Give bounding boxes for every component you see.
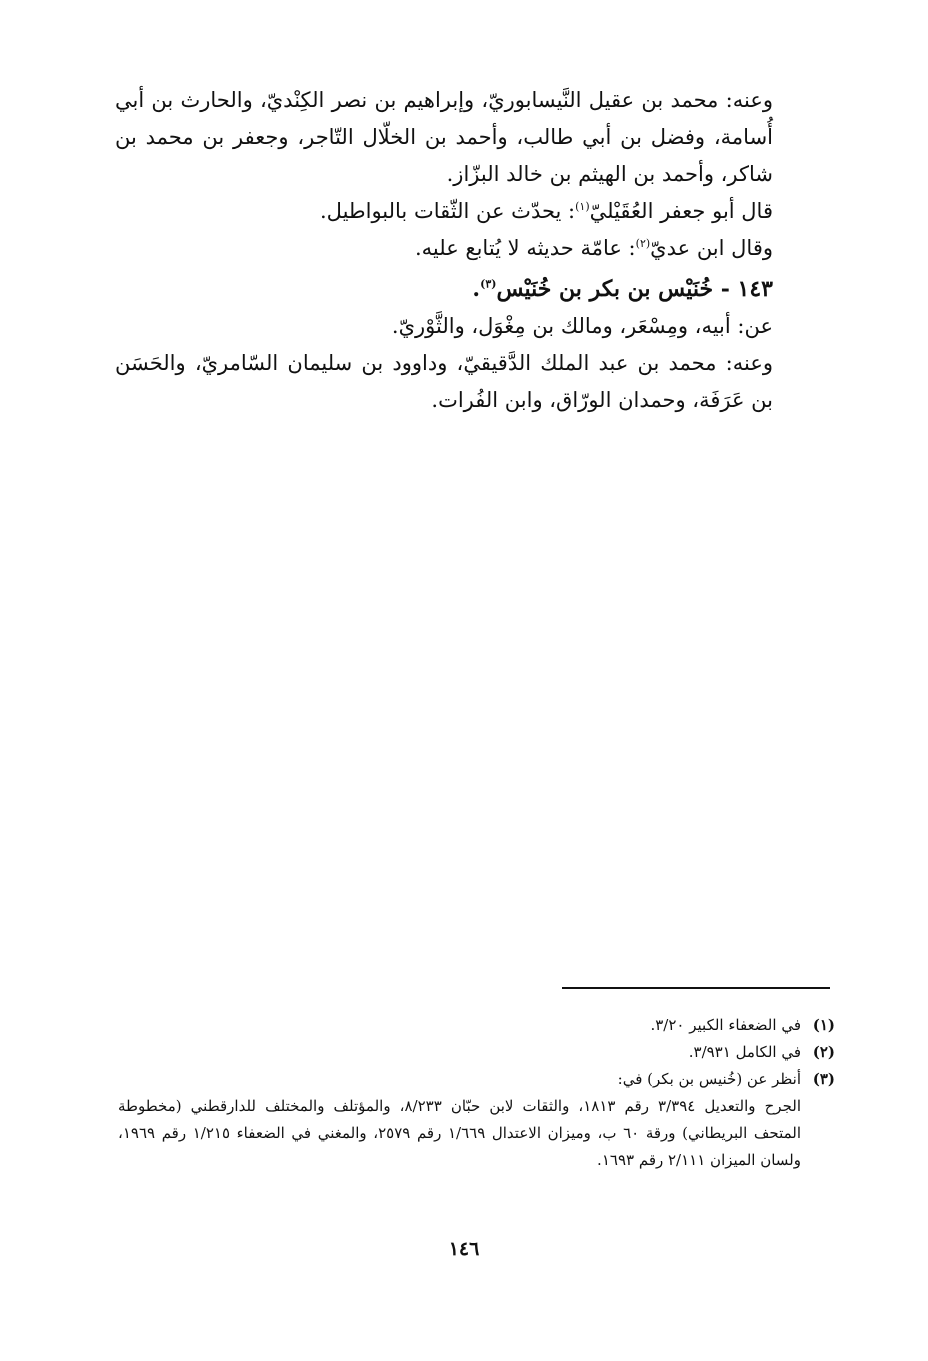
footnote-1 (118, 1012, 835, 1039)
footnote-text: في الكامل ٣/٩٣١. (688, 1043, 801, 1061)
footnote-3-continuation: الجرح والتعديل ٣/٣٩٤ رقم ١٨١٣، والثقات لابن حبّان ٨/٢٣٣، والمؤتلف والمختلف للدارقطني (مخطوطة المتحف البريطاني) ورقة ٦٠ ب، وميزان الاعتدال ١/٦٦٩ رقم ٢٥٧٩، والمغني في الضعفاء ١/٢١٥ رقم ١٩٦٩، ولسان الميزان ٢/١١١ رقم ١٦٩٣. (118, 1097, 802, 1169)
paragraph-text: عن: أبيه، ومِسْعَر، ومالك بن مِغْوَل، والثَّوْريّ. (391, 314, 773, 338)
footnote-divider (562, 987, 830, 989)
paragraph-text: وعنه: محمد بن عقيل النَّيسابوريّ، وإبراهيم بن نصر الكِنْديّ، والحارث بن أبي أُسامة، وفضل بن أبي طالب، وأحمد بن الخلّال التّاجر، وجعفر بن محمد بن شاكر، وأحمد بن الهيثم بن خالد البزّاز. (115, 88, 773, 186)
footnote-number: (٣) (812, 1070, 835, 1088)
main-text-block (115, 82, 835, 419)
paragraph-text-after: : عامّة حديثه لا يُتابع عليه. (414, 236, 636, 260)
footnote-ref-3[interactable]: (٣) (480, 277, 497, 291)
footnote-2 (118, 1039, 835, 1066)
paragraph-uqayli-quote (115, 193, 835, 230)
paragraph-text-before: وقال ابن عديّ (650, 236, 773, 260)
paragraph-narrated-by (115, 345, 835, 419)
entry-heading-end: . (472, 276, 481, 302)
footnote-3 (118, 1066, 835, 1093)
entry-heading-text: ١٤٣ - خُنَيْس بن بكر بن خُنَيْس (496, 276, 773, 302)
paragraph-transmitters-from (115, 82, 835, 193)
paragraph-text-after: : يحدّث عن الثّقات بالبواطيل. (319, 199, 576, 223)
paragraph-ibn-adi-quote (115, 230, 835, 267)
footnote-text: أنظر عن (خُنيس بن بكر) في: (617, 1070, 801, 1088)
entry-heading-143 (115, 271, 835, 308)
footnotes-block (118, 1012, 835, 1174)
footnote-text: في الضعفاء الكبير ٣/٢٠. (650, 1016, 801, 1034)
footnote-ref-2[interactable]: (٢) (635, 237, 651, 250)
footnote-number: (١) (812, 1016, 835, 1034)
page-number: ١٤٦ (448, 1238, 480, 1260)
paragraph-text: وعنه: محمد بن عبد الملك الدَّقيقيّ، وداوود بن سليمان السّامريّ، والحَسَن بن عَرَفَة، وحمدان الورّاق، وابن الفُرات. (115, 351, 773, 412)
footnote-ref-1[interactable]: (١) (575, 200, 590, 213)
paragraph-text-before: قال أبو جعفر العُقَيْليّ (589, 199, 773, 223)
footnote-number: (٢) (812, 1043, 835, 1061)
paragraph-narrated-from (115, 308, 835, 345)
